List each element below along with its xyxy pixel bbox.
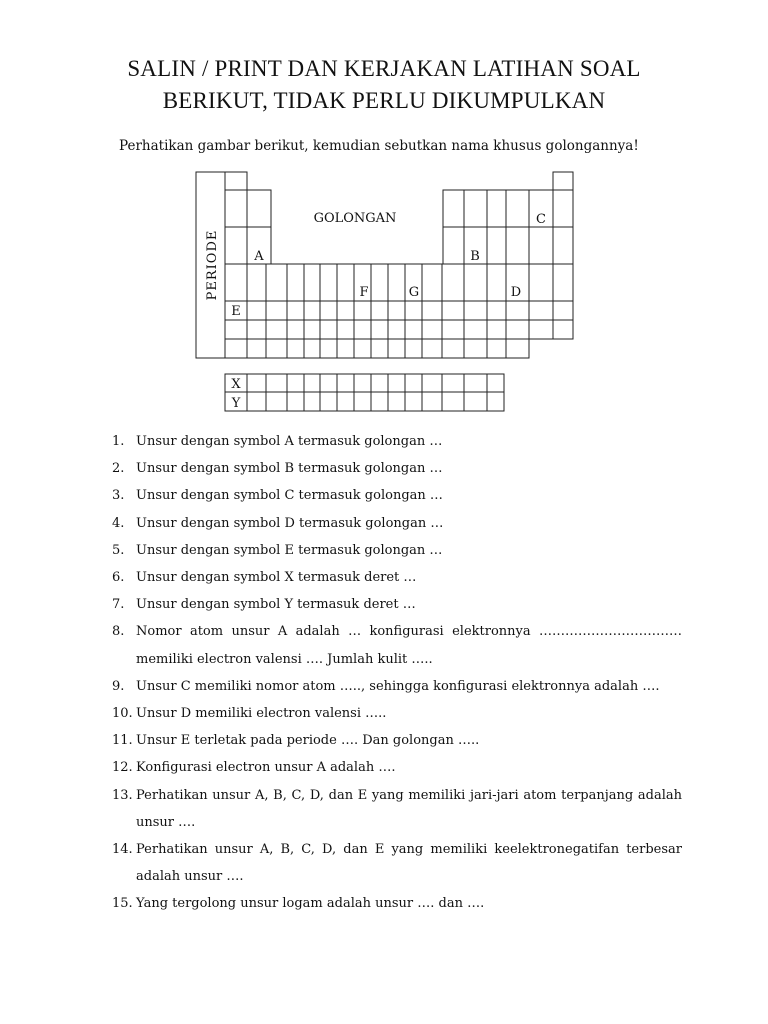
question-number: 5. xyxy=(112,542,125,558)
question-text: Unsur dengan symbol A termasuk golongan … xyxy=(136,434,443,449)
table-cell xyxy=(506,227,529,264)
element-label-e: E xyxy=(231,304,241,319)
question-text: Konfigurasi electron unsur A adalah …. xyxy=(136,760,396,776)
table-cell xyxy=(442,339,464,358)
table-cell xyxy=(506,301,529,320)
table-cell xyxy=(388,264,405,301)
table-cell xyxy=(487,227,506,264)
table-cell xyxy=(247,190,271,227)
question-number: 4. xyxy=(112,515,125,531)
table-cell xyxy=(442,264,464,301)
series-cell xyxy=(266,392,287,411)
question-text: Unsur D memiliki electron valensi ….. xyxy=(136,706,387,722)
question-item xyxy=(112,482,682,509)
table-cell xyxy=(553,190,573,227)
table-cell xyxy=(388,339,405,358)
table-cell xyxy=(225,320,247,339)
table-cell xyxy=(247,264,266,301)
table-cell xyxy=(287,320,304,339)
series-cell xyxy=(287,392,304,411)
question-number: 9. xyxy=(112,678,125,694)
question-number: 14. xyxy=(112,842,133,858)
table-cell xyxy=(443,227,464,264)
table-cell xyxy=(405,320,422,339)
table-cell xyxy=(337,301,354,320)
table-cell xyxy=(487,301,506,320)
table-cell xyxy=(553,227,573,264)
table-cell xyxy=(422,264,442,301)
page-title-line-2: BERIKUT, TIDAK PERLU DIKUMPULKAN xyxy=(162,88,606,113)
table-cell xyxy=(247,339,266,358)
golongan-label: GOLONGAN xyxy=(313,211,397,226)
element-label-b: B xyxy=(470,249,480,264)
series-label-x: X xyxy=(231,377,241,392)
table-cell xyxy=(442,320,464,339)
table-cell xyxy=(422,339,442,358)
question-number: 12. xyxy=(112,760,133,776)
question-item xyxy=(112,510,682,537)
table-cell xyxy=(304,339,320,358)
question-number: 7. xyxy=(112,597,125,613)
table-cell xyxy=(247,301,266,320)
question-number: 2. xyxy=(112,461,125,477)
series-label-y: Y xyxy=(231,396,241,411)
series-cell xyxy=(405,374,422,392)
table-cell xyxy=(266,301,287,320)
question-text: Unsur dengan symbol Y termasuk deret … xyxy=(136,597,416,613)
question-text: Nomor atom unsur A adalah … konfigurasi elektronnya …………………………… memiliki electron valensi …. Jumlah kulit ….. xyxy=(136,624,682,667)
periodic-table-grid xyxy=(196,172,573,358)
series-cell xyxy=(287,374,304,392)
table-cell xyxy=(506,339,529,358)
table-cell xyxy=(225,339,247,358)
table-cell xyxy=(553,320,573,339)
table-cell xyxy=(266,320,287,339)
series-cell xyxy=(487,392,504,411)
question-item xyxy=(112,618,682,672)
question-item xyxy=(112,564,682,591)
table-cell xyxy=(320,301,337,320)
table-cell xyxy=(487,190,506,227)
question-text: Unsur dengan symbol E termasuk golongan … xyxy=(136,542,443,558)
series-cell xyxy=(320,374,337,392)
table-cell xyxy=(506,190,529,227)
element-label-g: G xyxy=(408,285,420,300)
element-label-d: D xyxy=(510,285,522,300)
series-cell xyxy=(354,374,371,392)
question-item xyxy=(112,537,682,564)
question-item xyxy=(112,754,682,781)
lanthanide-actinide-grid xyxy=(225,374,504,411)
table-cell xyxy=(422,320,442,339)
table-cell xyxy=(487,264,506,301)
series-cell xyxy=(247,374,266,392)
table-cell xyxy=(287,339,304,358)
series-cell xyxy=(371,374,388,392)
table-cell xyxy=(337,339,354,358)
table-cell xyxy=(529,227,553,264)
series-cell xyxy=(405,392,422,411)
question-number: 11. xyxy=(112,733,133,749)
question-number: 10. xyxy=(112,706,133,722)
question-item xyxy=(112,455,682,482)
table-cell xyxy=(487,339,506,358)
question-text: Unsur dengan symbol C termasuk golongan … xyxy=(136,488,443,504)
table-cell xyxy=(529,301,553,320)
table-cell xyxy=(320,320,337,339)
question-text: Unsur dengan symbol B termasuk golongan … xyxy=(136,461,443,477)
question-text: Perhatikan unsur A, B, C, D, dan E yang memiliki keelektronegatifan terbesar adalah unsur …. xyxy=(136,842,682,885)
question-text: Unsur E terletak pada periode …. Dan golongan ….. xyxy=(136,733,480,749)
table-cell xyxy=(529,264,553,301)
question-item xyxy=(112,428,682,455)
table-cell xyxy=(225,264,247,301)
table-cell xyxy=(225,190,247,227)
table-cell xyxy=(405,339,422,358)
series-cell xyxy=(388,392,405,411)
series-cell xyxy=(247,392,266,411)
question-item xyxy=(112,673,682,700)
question-number: 15. xyxy=(112,896,133,912)
table-cell xyxy=(247,320,266,339)
table-cell xyxy=(464,301,487,320)
question-number: 1. xyxy=(112,434,125,449)
table-cell xyxy=(304,320,320,339)
question-list xyxy=(112,428,682,918)
table-cell xyxy=(320,264,337,301)
question-number: 13. xyxy=(112,787,133,803)
series-cell xyxy=(422,392,442,411)
series-cell xyxy=(464,392,487,411)
question-text: Unsur C memiliki nomor atom ….., sehingga konfigurasi elektronnya adalah …. xyxy=(136,678,660,694)
table-cell xyxy=(529,320,553,339)
question-item xyxy=(112,782,682,836)
element-label-c: C xyxy=(536,212,546,227)
table-cell xyxy=(304,264,320,301)
table-cell xyxy=(464,339,487,358)
series-cell xyxy=(442,392,464,411)
question-text: Yang tergolong unsur logam adalah unsur …. dan …. xyxy=(136,896,485,912)
question-number: 6. xyxy=(112,570,125,586)
table-cell xyxy=(225,227,247,264)
table-cell xyxy=(371,264,388,301)
series-cell xyxy=(388,374,405,392)
series-cell xyxy=(422,374,442,392)
table-cell xyxy=(405,301,422,320)
instruction-text: Perhatikan gambar berikut, kemudian sebutkan nama khusus golongannya! xyxy=(119,138,639,154)
series-cell xyxy=(464,374,487,392)
table-cell xyxy=(371,320,388,339)
table-cell xyxy=(443,190,464,227)
question-number: 3. xyxy=(112,488,125,504)
table-cell xyxy=(304,301,320,320)
table-cell xyxy=(337,320,354,339)
table-cell xyxy=(371,339,388,358)
series-cell xyxy=(487,374,504,392)
series-cell xyxy=(371,392,388,411)
question-item xyxy=(112,700,682,727)
question-text: Unsur dengan symbol X termasuk deret … xyxy=(136,570,417,586)
table-cell xyxy=(553,264,573,301)
question-item xyxy=(112,890,682,917)
question-number: 8. xyxy=(112,624,125,640)
series-cell xyxy=(337,392,354,411)
table-cell xyxy=(225,172,247,190)
question-item xyxy=(112,836,682,890)
question-item xyxy=(112,727,682,754)
table-cell xyxy=(553,301,573,320)
table-cell xyxy=(337,264,354,301)
table-cell xyxy=(266,339,287,358)
table-cell xyxy=(464,264,487,301)
table-cell xyxy=(487,320,506,339)
table-cell xyxy=(371,301,388,320)
table-cell xyxy=(354,301,371,320)
table-cell xyxy=(354,339,371,358)
table-cell xyxy=(287,264,304,301)
periode-label: PERIODE xyxy=(205,229,220,301)
table-cell xyxy=(354,320,371,339)
series-cell xyxy=(337,374,354,392)
table-cell xyxy=(266,264,287,301)
table-cell xyxy=(442,301,464,320)
table-cell xyxy=(464,190,487,227)
element-label-a: A xyxy=(254,249,264,264)
table-cell xyxy=(553,172,573,190)
table-cell xyxy=(287,301,304,320)
page-title-line-1: SALIN / PRINT DAN KERJAKAN LATIHAN SOAL xyxy=(127,56,641,81)
series-cell xyxy=(266,374,287,392)
table-cell xyxy=(422,301,442,320)
question-text: Unsur dengan symbol D termasuk golongan … xyxy=(136,515,444,531)
series-cell xyxy=(320,392,337,411)
table-cell xyxy=(320,339,337,358)
table-cell xyxy=(388,301,405,320)
series-cell xyxy=(442,374,464,392)
series-cell xyxy=(304,392,320,411)
series-cell xyxy=(354,392,371,411)
element-label-f: F xyxy=(359,285,369,300)
periodic-table-diagram xyxy=(0,0,768,420)
question-item xyxy=(112,591,682,618)
series-cell xyxy=(304,374,320,392)
table-cell xyxy=(388,320,405,339)
table-cell xyxy=(464,320,487,339)
table-cell xyxy=(506,320,529,339)
question-text: Perhatikan unsur A, B, C, D, dan E yang memiliki jari-jari atom terpanjang adalah unsur …. xyxy=(136,787,682,830)
